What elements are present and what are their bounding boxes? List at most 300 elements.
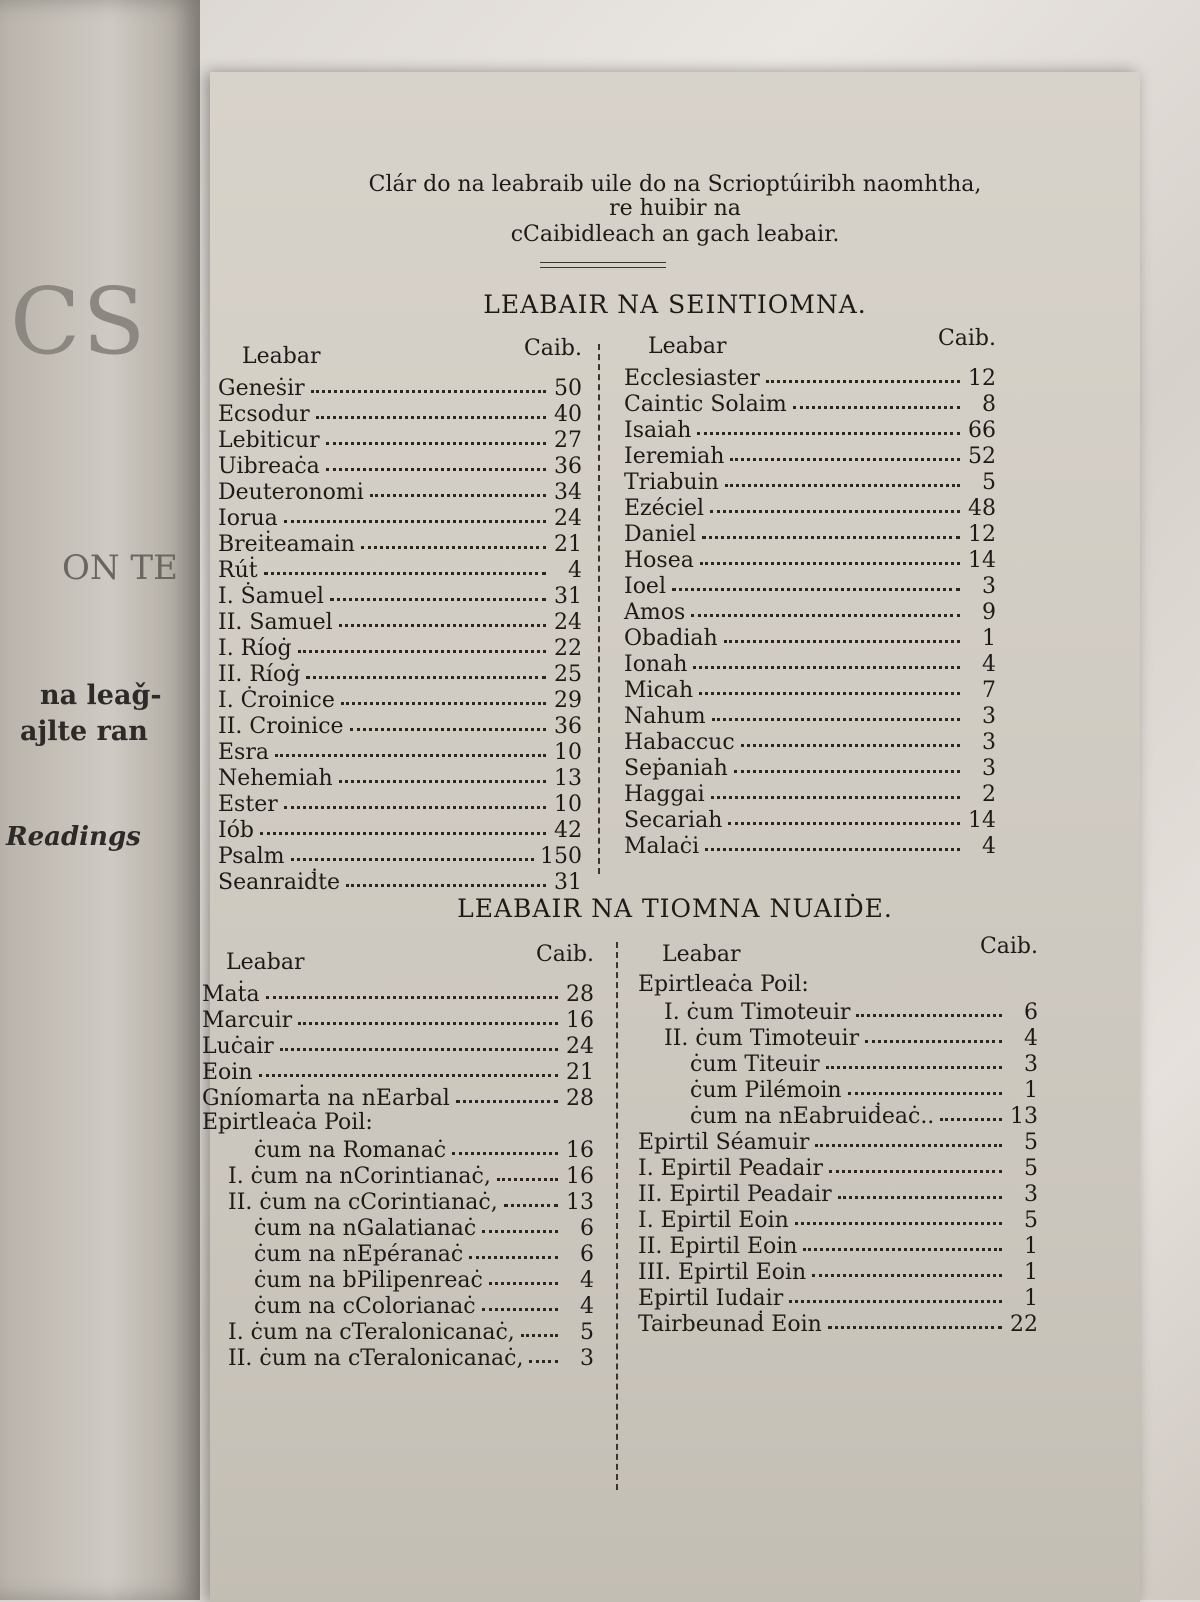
chapter-count: 3 [982, 730, 996, 755]
book-name: Hosea [624, 548, 694, 573]
book-entry [624, 468, 996, 494]
leader-dots [691, 596, 960, 617]
leader-dots [497, 1160, 558, 1181]
book-entry [638, 998, 1038, 1024]
chapter-count: 5 [1024, 1156, 1038, 1181]
book-name: Epirtleaċa Poil: [202, 1110, 373, 1135]
book-entry [202, 1266, 594, 1292]
chapter-count: 34 [554, 480, 582, 505]
book-name: II. Epirtil Eoin [638, 1234, 798, 1259]
book-name: Isaiah [624, 418, 692, 443]
chapter-count: 4 [580, 1294, 594, 1319]
chapter-count: 7 [982, 678, 996, 703]
left-page-line-1: na leaǧ- [40, 680, 162, 711]
book-entry [638, 1102, 1038, 1128]
chapter-count: 21 [566, 1060, 594, 1085]
chapter-count: 40 [554, 402, 582, 427]
chapter-count: 1 [1024, 1234, 1038, 1259]
book-entry [638, 1232, 1038, 1258]
book-name: II. Samuel [218, 610, 333, 635]
book-name: II. ċum Timoteuir [664, 1026, 860, 1051]
book-name: Gníomarṫa na nEarbal [202, 1086, 450, 1111]
chapter-count: 3 [580, 1346, 594, 1371]
book-entry [218, 452, 582, 478]
chapter-count: 4 [1024, 1026, 1038, 1051]
book-name: Seanraiḋte [218, 870, 340, 895]
book-entry [202, 1084, 594, 1110]
book-entry [638, 1258, 1038, 1284]
header-line-3: cCaibidleach an gach leabair. [510, 222, 840, 247]
book-name: I. ċum na cTeralonicanaċ, [228, 1320, 515, 1345]
chapter-count: 16 [566, 1138, 594, 1163]
chapter-count: 16 [566, 1008, 594, 1033]
leader-dots [521, 1316, 558, 1337]
leader-dots [504, 1186, 558, 1207]
book-entry [218, 608, 582, 634]
leader-dots [316, 398, 546, 419]
chapter-count: 1 [982, 626, 996, 651]
book-name: Ieremiah [624, 444, 725, 469]
book-entry [624, 572, 996, 598]
book-entry [624, 754, 996, 780]
book-name: Micah [624, 678, 694, 703]
book-name: Epirtil Iudair [638, 1286, 784, 1311]
leader-dots [699, 674, 960, 695]
header-divider [540, 262, 666, 268]
book-name: Epirtleaċa Poil: [638, 972, 809, 997]
chapter-count: 5 [982, 470, 996, 495]
chapter-count: 13 [566, 1190, 594, 1215]
chapter-count: 4 [982, 834, 996, 859]
book-name: I. Ṡamuel [218, 584, 324, 609]
book-entry [638, 1284, 1038, 1310]
book-entry [638, 1180, 1038, 1206]
leader-dots [697, 414, 960, 435]
book-name: Geneṡir [218, 376, 305, 401]
book-entry [638, 1050, 1038, 1076]
leader-dots [482, 1212, 558, 1233]
book-name: Lebiticur [218, 428, 320, 453]
book-entry [218, 660, 582, 686]
book-name: I. ċum na nCorintianaċ, [228, 1164, 491, 1189]
header-line-2: re huibir na [609, 196, 741, 221]
left-page-big-text: CS [10, 268, 148, 375]
book-name: I. Ċroinice [218, 688, 335, 713]
chapter-count: 24 [566, 1034, 594, 1059]
chapter-count: 1 [1024, 1078, 1038, 1103]
chapter-count: 36 [554, 454, 582, 479]
book-name: Epirtil Séamuir [638, 1130, 810, 1155]
book-entry [624, 702, 996, 728]
chapter-count: 24 [554, 506, 582, 531]
book-entry [624, 442, 996, 468]
column-divider [616, 942, 618, 1490]
book-name: Deuteronomi [218, 480, 364, 505]
book-name: ċum na nGalatianaċ [254, 1216, 477, 1241]
chapter-count: 48 [968, 496, 996, 521]
book-name: Ezéciel [624, 496, 705, 521]
book-entry [202, 1058, 594, 1084]
chapter-count: 6 [580, 1216, 594, 1241]
column-unit: Caib. [937, 326, 996, 351]
chapter-count: 2 [982, 782, 996, 807]
book-entry [202, 1292, 594, 1318]
book-page [202, 72, 1140, 1602]
book-entry [218, 426, 582, 452]
book-entry [218, 400, 582, 426]
chapter-count: 29 [554, 688, 582, 713]
leader-dots [812, 1256, 1002, 1277]
book-name: Rúṫ [218, 558, 258, 583]
leader-dots [826, 1048, 1002, 1069]
leader-dots [298, 632, 546, 653]
leader-dots [291, 840, 534, 861]
book-entry [218, 582, 582, 608]
book-name: Ecclesiaster [624, 366, 760, 391]
book-entry [638, 1076, 1038, 1102]
chapter-count: 21 [554, 532, 582, 557]
book-entry [202, 1136, 594, 1162]
chapter-count: 9 [982, 600, 996, 625]
book-entry [638, 1154, 1038, 1180]
book-entry [202, 1006, 594, 1032]
leader-dots [865, 1022, 1002, 1043]
chapter-count: 28 [566, 1086, 594, 1111]
book-entry [202, 1240, 594, 1266]
book-name: I. Epirtil Peadair [638, 1156, 823, 1181]
leader-dots [793, 388, 960, 409]
book-entry [218, 686, 582, 712]
book-name: II. ċum na cCorintianaċ, [228, 1190, 498, 1215]
book-entry [638, 1024, 1038, 1050]
book-name: ċum na nEabruiḋeaċ.. [690, 1104, 935, 1129]
chapter-count: 16 [566, 1164, 594, 1189]
book-name: II. Croinice [218, 714, 344, 739]
leader-dots [803, 1230, 1002, 1251]
leader-dots [339, 606, 546, 627]
book-entry [624, 598, 996, 624]
chapter-count: 1 [1024, 1286, 1038, 1311]
leader-dots [284, 788, 546, 809]
chapter-count: 3 [982, 574, 996, 599]
book-name: Obadiah [624, 626, 718, 651]
old-testament-right-column [624, 326, 996, 859]
book-name: Ionah [624, 652, 688, 677]
old-testament-title: LEABAIR NA SEINTIOMNA. [483, 290, 867, 319]
leader-dots [275, 736, 546, 757]
book-entry [624, 390, 996, 416]
book-name: II. Ríoġ [218, 662, 301, 687]
left-page [0, 0, 200, 1600]
book-entry [624, 780, 996, 806]
left-page-line-2: ajlte ran [20, 716, 148, 747]
chapter-count: 10 [554, 792, 582, 817]
leader-dots [339, 762, 546, 783]
book-name: ċum Titeuir [690, 1052, 820, 1077]
leader-dots [725, 466, 960, 487]
chapter-count: 25 [554, 662, 582, 687]
column-label: Leabar [242, 344, 321, 369]
book-name: Amos [624, 600, 686, 625]
book-name: Esra [218, 740, 269, 765]
book-name: Habaccuc [624, 730, 735, 755]
leader-dots [452, 1134, 558, 1155]
leader-dots [705, 830, 960, 851]
leader-dots [741, 726, 960, 747]
book-entry [218, 842, 582, 868]
chapter-count: 14 [968, 808, 996, 833]
leader-dots [489, 1264, 558, 1285]
chapter-count: 22 [554, 636, 582, 661]
leader-dots [702, 518, 960, 539]
column-unit: Caib. [523, 336, 582, 361]
left-page-readings: Readings [6, 822, 141, 852]
chapter-count: 50 [554, 376, 582, 401]
book-entry [218, 504, 582, 530]
chapter-count: 31 [554, 584, 582, 609]
leader-dots [728, 804, 960, 825]
leader-dots [341, 684, 546, 705]
leader-dots [264, 554, 546, 575]
leader-dots [700, 544, 960, 565]
book-entry [202, 1318, 594, 1344]
column-label: Leabar [648, 334, 727, 359]
leader-dots [260, 814, 546, 835]
new-testament-right-column [638, 934, 1038, 1337]
book-name: I. ċum Timoteuir [664, 1000, 851, 1025]
chapter-count: 31 [554, 870, 582, 895]
book-entry [638, 972, 1038, 998]
book-entry [218, 556, 582, 582]
book-name: Ecsodur [218, 402, 310, 427]
book-name: Triabuin [624, 470, 719, 495]
book-name: Secariah [624, 808, 723, 833]
book-entry [218, 738, 582, 764]
book-name: Luċair [202, 1034, 274, 1059]
book-entry [624, 676, 996, 702]
leader-dots [795, 1204, 1002, 1225]
book-entry [218, 816, 582, 842]
header-line-1: Clár do na leabraib uile do na Scrioptúiribh naomhtha, [368, 172, 982, 197]
book-name: Seṗaniah [624, 756, 728, 781]
book-name: Nehemiah [218, 766, 333, 791]
book-entry [202, 1344, 594, 1370]
leader-dots [815, 971, 1002, 989]
book-entry [218, 374, 582, 400]
book-entry [638, 1310, 1038, 1336]
leader-dots [789, 1282, 1002, 1303]
leader-dots [828, 1308, 1002, 1329]
leader-dots [326, 424, 546, 445]
book-entry [218, 530, 582, 556]
new-testament-title: LEABAIR NA TIOMNA NUAIḊE. [457, 894, 893, 923]
book-name: I. Ríoġ [218, 636, 292, 661]
chapter-count: 5 [1024, 1130, 1038, 1155]
book-entry [624, 416, 996, 442]
chapter-count: 66 [968, 418, 996, 443]
book-entry [624, 832, 996, 858]
chapter-count: 3 [982, 756, 996, 781]
leader-dots [361, 528, 546, 549]
book-name: Eoin [202, 1060, 253, 1085]
book-entry [624, 728, 996, 754]
chapter-count: 3 [1024, 1182, 1038, 1207]
leader-dots [379, 1109, 558, 1127]
leader-dots [724, 622, 960, 643]
book-entry [638, 1206, 1038, 1232]
leader-dots [298, 1004, 558, 1025]
column-unit: Caib. [979, 934, 1038, 959]
book-name: Iób [218, 818, 255, 843]
new-testament-left-column [202, 942, 594, 1371]
chapter-count: 8 [982, 392, 996, 417]
leader-dots [259, 1056, 558, 1077]
book-entry [218, 478, 582, 504]
left-page-mid-text: ON TE [62, 548, 178, 588]
book-entry [202, 1162, 594, 1188]
leader-dots [311, 372, 546, 393]
book-name: ċum Pilémoin [690, 1078, 842, 1103]
book-name: ċum na bPilipenreaċ [254, 1268, 483, 1293]
book-name: III. Epirtil Eoin [638, 1260, 807, 1285]
chapter-count: 5 [580, 1320, 594, 1345]
leader-dots [856, 996, 1002, 1017]
book-entry [202, 1032, 594, 1058]
book-name: Malaċi [624, 834, 700, 859]
book-entry [624, 650, 996, 676]
book-name: II. Epirtil Peadair [638, 1182, 832, 1207]
leader-dots [766, 362, 960, 383]
leader-dots [712, 700, 960, 721]
book-entry [624, 520, 996, 546]
leader-dots [280, 1030, 558, 1051]
book-name: II. ċum na cTeralonicanaċ, [228, 1346, 524, 1371]
book-entry [202, 980, 594, 1006]
chapter-count: 24 [554, 610, 582, 635]
book-entry [638, 1128, 1038, 1154]
chapter-count: 5 [1024, 1208, 1038, 1233]
chapter-count: 12 [968, 366, 996, 391]
book-name: Tairbeunaḋ Eoin [638, 1312, 822, 1337]
book-name: I. Epirtil Eoin [638, 1208, 789, 1233]
book-name: Ioel [624, 574, 666, 599]
book-name: Marcuir [202, 1008, 293, 1033]
column-label: Leabar [226, 950, 305, 975]
leader-dots [730, 440, 960, 461]
chapter-count: 6 [580, 1242, 594, 1267]
book-entry [624, 546, 996, 572]
leader-dots [838, 1178, 1002, 1199]
column-label: Leabar [662, 942, 741, 967]
book-name: ċum na nEpéranaċ [254, 1242, 464, 1267]
leader-dots [815, 1126, 1002, 1147]
column-divider [598, 344, 600, 874]
leader-dots [940, 1100, 1002, 1121]
chapter-count: 13 [554, 766, 582, 791]
leader-dots [306, 658, 546, 679]
book-name: Maṫa [202, 982, 260, 1007]
column-unit: Caib. [535, 942, 594, 967]
book-entry [624, 806, 996, 832]
book-entry [202, 1110, 594, 1136]
book-name: Breiṫeamain [218, 532, 355, 557]
old-testament-left-column [218, 336, 582, 895]
book-name: Psalm [218, 844, 285, 869]
book-entry [218, 790, 582, 816]
book-entry [218, 712, 582, 738]
chapter-count: 42 [554, 818, 582, 843]
book-name: Nahum [624, 704, 706, 729]
leader-dots [469, 1238, 558, 1259]
chapter-count: 28 [566, 982, 594, 1007]
leader-dots [482, 1290, 558, 1311]
leader-dots [848, 1074, 1002, 1095]
chapter-count: 36 [554, 714, 582, 739]
leader-dots [672, 570, 960, 591]
leader-dots [266, 978, 558, 999]
chapter-count: 27 [554, 428, 582, 453]
leader-dots [350, 710, 546, 731]
chapter-count: 52 [968, 444, 996, 469]
book-name: Caintic Solaim [624, 392, 787, 417]
chapter-count: 14 [968, 548, 996, 573]
book-name: Iorua [218, 506, 278, 531]
book-entry [202, 1214, 594, 1240]
chapter-count: 1 [1024, 1260, 1038, 1285]
leader-dots [710, 492, 960, 513]
book-name: Haggai [624, 782, 705, 807]
book-name: ċum na Romanaċ [254, 1138, 447, 1163]
chapter-count: 3 [1024, 1052, 1038, 1077]
leader-dots [734, 752, 960, 773]
column-header [202, 942, 594, 980]
chapter-count: 3 [982, 704, 996, 729]
book-entry [218, 868, 582, 894]
book-name: Ester [218, 792, 278, 817]
leader-dots [456, 1082, 558, 1103]
chapter-count: 4 [568, 558, 582, 583]
leader-dots [326, 450, 546, 471]
chapter-count: 10 [554, 740, 582, 765]
book-entry [218, 764, 582, 790]
chapter-count: 4 [580, 1268, 594, 1293]
book-name: Uibreaċa [218, 454, 320, 479]
chapter-count: 6 [1024, 1000, 1038, 1025]
column-header [218, 336, 582, 374]
chapter-count: 12 [968, 522, 996, 547]
chapter-count: 4 [982, 652, 996, 677]
leader-dots [370, 476, 546, 497]
leader-dots [330, 580, 546, 601]
leader-dots [711, 778, 960, 799]
book-entry [202, 1188, 594, 1214]
leader-dots [529, 1342, 558, 1363]
book-entry [624, 624, 996, 650]
leader-dots [693, 648, 960, 669]
leader-dots [829, 1152, 1002, 1173]
chapter-count: 13 [1010, 1104, 1038, 1129]
book-entry [624, 494, 996, 520]
book-name: Daniel [624, 522, 697, 547]
chapter-count: 22 [1010, 1312, 1038, 1337]
book-entry [218, 634, 582, 660]
book-entry [624, 364, 996, 390]
book-name: ċum na cColorianaċ [254, 1294, 476, 1319]
leader-dots [284, 502, 546, 523]
column-header [624, 326, 996, 364]
leader-dots [346, 866, 546, 887]
chapter-count: 150 [540, 844, 582, 869]
